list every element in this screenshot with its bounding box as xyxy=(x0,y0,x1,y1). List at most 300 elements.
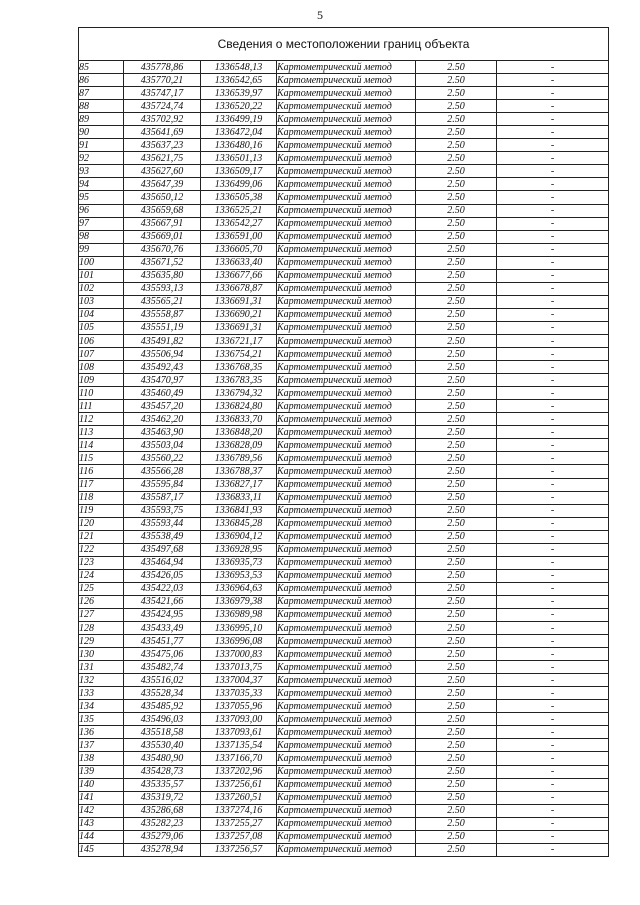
accuracy-cell: 2.50 xyxy=(416,700,497,713)
point-number-cell: 138 xyxy=(79,752,124,765)
x-coordinate-cell: 435485,92 xyxy=(124,700,201,713)
point-number-cell: 86 xyxy=(79,74,124,87)
y-coordinate-cell: 1336505,38 xyxy=(201,191,277,204)
x-coordinate-cell: 435516,02 xyxy=(124,674,201,687)
accuracy-cell: 2.50 xyxy=(416,804,497,817)
method-cell: Картометрический метод xyxy=(277,765,416,778)
description-cell: - xyxy=(497,334,609,347)
x-coordinate-cell: 435538,49 xyxy=(124,530,201,543)
method-cell: Картометрический метод xyxy=(277,648,416,661)
y-coordinate-cell: 1336989,98 xyxy=(201,608,277,621)
table-row xyxy=(79,178,609,191)
table-row xyxy=(79,687,609,700)
table-row xyxy=(79,582,609,595)
accuracy-cell: 2.50 xyxy=(416,87,497,100)
x-coordinate-cell: 435506,94 xyxy=(124,348,201,361)
accuracy-cell: 2.50 xyxy=(416,830,497,843)
y-coordinate-cell: 1337135,54 xyxy=(201,739,277,752)
method-cell: Картометрический метод xyxy=(277,674,416,687)
y-coordinate-cell: 1336633,40 xyxy=(201,256,277,269)
point-number-cell: 133 xyxy=(79,687,124,700)
y-coordinate-cell: 1337260,51 xyxy=(201,791,277,804)
table-row xyxy=(79,321,609,334)
table-row xyxy=(79,765,609,778)
y-coordinate-cell: 1336501,13 xyxy=(201,152,277,165)
y-coordinate-cell: 1337035,33 xyxy=(201,687,277,700)
x-coordinate-cell: 435464,94 xyxy=(124,556,201,569)
y-coordinate-cell: 1336928,95 xyxy=(201,543,277,556)
point-number-cell: 106 xyxy=(79,334,124,347)
x-coordinate-cell: 435593,44 xyxy=(124,517,201,530)
y-coordinate-cell: 1337055,96 xyxy=(201,700,277,713)
table-row xyxy=(79,374,609,387)
table-row xyxy=(79,439,609,452)
point-number-cell: 125 xyxy=(79,582,124,595)
method-cell: Картометрический метод xyxy=(277,348,416,361)
method-cell: Картометрический метод xyxy=(277,752,416,765)
point-number-cell: 113 xyxy=(79,426,124,439)
boundary-coordinates-table xyxy=(78,27,609,857)
description-cell: - xyxy=(497,817,609,830)
description-cell: - xyxy=(497,491,609,504)
method-cell: Картометрический метод xyxy=(277,178,416,191)
table-row xyxy=(79,387,609,400)
description-cell: - xyxy=(497,269,609,282)
table-row xyxy=(79,191,609,204)
description-cell: - xyxy=(497,217,609,230)
accuracy-cell: 2.50 xyxy=(416,569,497,582)
description-cell: - xyxy=(497,843,609,856)
point-number-cell: 119 xyxy=(79,504,124,517)
accuracy-cell: 2.50 xyxy=(416,243,497,256)
y-coordinate-cell: 1336783,35 xyxy=(201,374,277,387)
y-coordinate-cell: 1336788,37 xyxy=(201,465,277,478)
point-number-cell: 114 xyxy=(79,439,124,452)
point-number-cell: 144 xyxy=(79,830,124,843)
description-cell: - xyxy=(497,569,609,582)
accuracy-cell: 2.50 xyxy=(416,387,497,400)
y-coordinate-cell: 1336690,21 xyxy=(201,308,277,321)
x-coordinate-cell: 435480,90 xyxy=(124,752,201,765)
x-coordinate-cell: 435565,21 xyxy=(124,295,201,308)
x-coordinate-cell: 435551,19 xyxy=(124,321,201,334)
point-number-cell: 130 xyxy=(79,648,124,661)
description-cell: - xyxy=(497,661,609,674)
y-coordinate-cell: 1337256,61 xyxy=(201,778,277,791)
description-cell: - xyxy=(497,100,609,113)
point-number-cell: 88 xyxy=(79,100,124,113)
x-coordinate-cell: 435491,82 xyxy=(124,334,201,347)
table-row xyxy=(79,452,609,465)
method-cell: Картометрический метод xyxy=(277,608,416,621)
table-row xyxy=(79,804,609,817)
description-cell: - xyxy=(497,504,609,517)
point-number-cell: 92 xyxy=(79,152,124,165)
y-coordinate-cell: 1337256,57 xyxy=(201,843,277,856)
accuracy-cell: 2.50 xyxy=(416,517,497,530)
table-row xyxy=(79,569,609,582)
point-number-cell: 143 xyxy=(79,817,124,830)
method-cell: Картометрический метод xyxy=(277,126,416,139)
point-number-cell: 121 xyxy=(79,530,124,543)
description-cell: - xyxy=(497,622,609,635)
accuracy-cell: 2.50 xyxy=(416,321,497,334)
y-coordinate-cell: 1336472,04 xyxy=(201,126,277,139)
table-row xyxy=(79,843,609,856)
y-coordinate-cell: 1336499,19 xyxy=(201,113,277,126)
method-cell: Картометрический метод xyxy=(277,426,416,439)
table-row xyxy=(79,217,609,230)
x-coordinate-cell: 435496,03 xyxy=(124,713,201,726)
table-row xyxy=(79,491,609,504)
method-cell: Картометрический метод xyxy=(277,687,416,700)
accuracy-cell: 2.50 xyxy=(416,661,497,674)
description-cell: - xyxy=(497,282,609,295)
description-cell: - xyxy=(497,139,609,152)
point-number-cell: 124 xyxy=(79,569,124,582)
y-coordinate-cell: 1336833,70 xyxy=(201,413,277,426)
table-row xyxy=(79,61,609,74)
method-cell: Картометрический метод xyxy=(277,61,416,74)
point-number-cell: 129 xyxy=(79,635,124,648)
table-row xyxy=(79,74,609,87)
description-cell: - xyxy=(497,230,609,243)
table-row xyxy=(79,648,609,661)
description-cell: - xyxy=(497,61,609,74)
accuracy-cell: 2.50 xyxy=(416,726,497,739)
point-number-cell: 135 xyxy=(79,713,124,726)
table-row xyxy=(79,269,609,282)
x-coordinate-cell: 435641,69 xyxy=(124,126,201,139)
accuracy-cell: 2.50 xyxy=(416,739,497,752)
y-coordinate-cell: 1336509,17 xyxy=(201,165,277,178)
x-coordinate-cell: 435421,66 xyxy=(124,595,201,608)
x-coordinate-cell: 435319,72 xyxy=(124,791,201,804)
point-number-cell: 87 xyxy=(79,87,124,100)
accuracy-cell: 2.50 xyxy=(416,361,497,374)
y-coordinate-cell: 1336591,00 xyxy=(201,230,277,243)
point-number-cell: 132 xyxy=(79,674,124,687)
accuracy-cell: 2.50 xyxy=(416,100,497,113)
description-cell: - xyxy=(497,830,609,843)
y-coordinate-cell: 1336678,87 xyxy=(201,282,277,295)
method-cell: Картометрический метод xyxy=(277,700,416,713)
method-cell: Картометрический метод xyxy=(277,530,416,543)
accuracy-cell: 2.50 xyxy=(416,648,497,661)
point-number-cell: 139 xyxy=(79,765,124,778)
description-cell: - xyxy=(497,687,609,700)
method-cell: Картометрический метод xyxy=(277,387,416,400)
description-cell: - xyxy=(497,556,609,569)
x-coordinate-cell: 435462,20 xyxy=(124,413,201,426)
table-row xyxy=(79,830,609,843)
table-row xyxy=(79,165,609,178)
accuracy-cell: 2.50 xyxy=(416,635,497,648)
accuracy-cell: 2.50 xyxy=(416,230,497,243)
accuracy-cell: 2.50 xyxy=(416,843,497,856)
x-coordinate-cell: 435627,60 xyxy=(124,165,201,178)
table-row xyxy=(79,230,609,243)
x-coordinate-cell: 435560,22 xyxy=(124,452,201,465)
y-coordinate-cell: 1336828,09 xyxy=(201,439,277,452)
point-number-cell: 137 xyxy=(79,739,124,752)
method-cell: Картометрический метод xyxy=(277,308,416,321)
y-coordinate-cell: 1336841,93 xyxy=(201,504,277,517)
method-cell: Картометрический метод xyxy=(277,217,416,230)
y-coordinate-cell: 1336525,21 xyxy=(201,204,277,217)
accuracy-cell: 2.50 xyxy=(416,61,497,74)
x-coordinate-cell: 435637,23 xyxy=(124,139,201,152)
accuracy-cell: 2.50 xyxy=(416,178,497,191)
accuracy-cell: 2.50 xyxy=(416,256,497,269)
y-coordinate-cell: 1336542,27 xyxy=(201,217,277,230)
point-number-cell: 107 xyxy=(79,348,124,361)
y-coordinate-cell: 1336845,28 xyxy=(201,517,277,530)
x-coordinate-cell: 435671,52 xyxy=(124,256,201,269)
accuracy-cell: 2.50 xyxy=(416,791,497,804)
point-number-cell: 142 xyxy=(79,804,124,817)
x-coordinate-cell: 435475,06 xyxy=(124,648,201,661)
y-coordinate-cell: 1336827,17 xyxy=(201,478,277,491)
point-number-cell: 98 xyxy=(79,230,124,243)
x-coordinate-cell: 435669,01 xyxy=(124,230,201,243)
description-cell: - xyxy=(497,608,609,621)
x-coordinate-cell: 435635,80 xyxy=(124,269,201,282)
description-cell: - xyxy=(497,243,609,256)
x-coordinate-cell: 435621,75 xyxy=(124,152,201,165)
accuracy-cell: 2.50 xyxy=(416,504,497,517)
point-number-cell: 94 xyxy=(79,178,124,191)
point-number-cell: 141 xyxy=(79,791,124,804)
accuracy-cell: 2.50 xyxy=(416,491,497,504)
point-number-cell: 100 xyxy=(79,256,124,269)
accuracy-cell: 2.50 xyxy=(416,439,497,452)
point-number-cell: 96 xyxy=(79,204,124,217)
method-cell: Картометрический метод xyxy=(277,100,416,113)
description-cell: - xyxy=(497,530,609,543)
method-cell: Картометрический метод xyxy=(277,465,416,478)
x-coordinate-cell: 435451,77 xyxy=(124,635,201,648)
method-cell: Картометрический метод xyxy=(277,830,416,843)
method-cell: Картометрический метод xyxy=(277,74,416,87)
accuracy-cell: 2.50 xyxy=(416,152,497,165)
point-number-cell: 118 xyxy=(79,491,124,504)
description-cell: - xyxy=(497,595,609,608)
x-coordinate-cell: 435482,74 xyxy=(124,661,201,674)
y-coordinate-cell: 1337013,75 xyxy=(201,661,277,674)
point-number-cell: 104 xyxy=(79,308,124,321)
method-cell: Картометрический метод xyxy=(277,491,416,504)
x-coordinate-cell: 435424,95 xyxy=(124,608,201,621)
x-coordinate-cell: 435530,40 xyxy=(124,739,201,752)
x-coordinate-cell: 435497,68 xyxy=(124,543,201,556)
table-title: Сведения о местоположении границ объекта xyxy=(79,28,609,61)
accuracy-cell: 2.50 xyxy=(416,622,497,635)
x-coordinate-cell: 435335,57 xyxy=(124,778,201,791)
accuracy-cell: 2.50 xyxy=(416,139,497,152)
method-cell: Картометрический метод xyxy=(277,778,416,791)
point-number-cell: 105 xyxy=(79,321,124,334)
table-row xyxy=(79,126,609,139)
method-cell: Картометрический метод xyxy=(277,739,416,752)
method-cell: Картометрический метод xyxy=(277,191,416,204)
method-cell: Картометрический метод xyxy=(277,361,416,374)
table-row xyxy=(79,543,609,556)
method-cell: Картометрический метод xyxy=(277,439,416,452)
y-coordinate-cell: 1337257,08 xyxy=(201,830,277,843)
description-cell: - xyxy=(497,778,609,791)
description-cell: - xyxy=(497,635,609,648)
description-cell: - xyxy=(497,387,609,400)
table-row xyxy=(79,700,609,713)
method-cell: Картометрический метод xyxy=(277,256,416,269)
accuracy-cell: 2.50 xyxy=(416,556,497,569)
x-coordinate-cell: 435286,68 xyxy=(124,804,201,817)
y-coordinate-cell: 1336677,66 xyxy=(201,269,277,282)
method-cell: Картометрический метод xyxy=(277,230,416,243)
description-cell: - xyxy=(497,439,609,452)
table-row xyxy=(79,282,609,295)
x-coordinate-cell: 435566,28 xyxy=(124,465,201,478)
accuracy-cell: 2.50 xyxy=(416,204,497,217)
description-cell: - xyxy=(497,400,609,413)
method-cell: Картометрический метод xyxy=(277,817,416,830)
point-number-cell: 122 xyxy=(79,543,124,556)
table-row xyxy=(79,426,609,439)
x-coordinate-cell: 435460,49 xyxy=(124,387,201,400)
x-coordinate-cell: 435670,76 xyxy=(124,243,201,256)
table-row xyxy=(79,595,609,608)
table-row xyxy=(79,348,609,361)
method-cell: Картометрический метод xyxy=(277,569,416,582)
y-coordinate-cell: 1336768,35 xyxy=(201,361,277,374)
description-cell: - xyxy=(497,348,609,361)
y-coordinate-cell: 1336721,17 xyxy=(201,334,277,347)
accuracy-cell: 2.50 xyxy=(416,543,497,556)
y-coordinate-cell: 1336691,31 xyxy=(201,295,277,308)
description-cell: - xyxy=(497,308,609,321)
point-number-cell: 103 xyxy=(79,295,124,308)
point-number-cell: 108 xyxy=(79,361,124,374)
x-coordinate-cell: 435778,86 xyxy=(124,61,201,74)
y-coordinate-cell: 1336979,38 xyxy=(201,595,277,608)
y-coordinate-cell: 1336789,56 xyxy=(201,452,277,465)
description-cell: - xyxy=(497,700,609,713)
accuracy-cell: 2.50 xyxy=(416,308,497,321)
point-number-cell: 117 xyxy=(79,478,124,491)
x-coordinate-cell: 435528,34 xyxy=(124,687,201,700)
method-cell: Картометрический метод xyxy=(277,452,416,465)
table-row xyxy=(79,139,609,152)
method-cell: Картометрический метод xyxy=(277,113,416,126)
table-row xyxy=(79,608,609,621)
y-coordinate-cell: 1336904,12 xyxy=(201,530,277,543)
y-coordinate-cell: 1336833,11 xyxy=(201,491,277,504)
accuracy-cell: 2.50 xyxy=(416,165,497,178)
accuracy-cell: 2.50 xyxy=(416,334,497,347)
x-coordinate-cell: 435282,23 xyxy=(124,817,201,830)
point-number-cell: 145 xyxy=(79,843,124,856)
accuracy-cell: 2.50 xyxy=(416,765,497,778)
description-cell: - xyxy=(497,204,609,217)
y-coordinate-cell: 1336794,32 xyxy=(201,387,277,400)
table-row xyxy=(79,817,609,830)
method-cell: Картометрический метод xyxy=(277,635,416,648)
table-row xyxy=(79,204,609,217)
method-cell: Картометрический метод xyxy=(277,582,416,595)
method-cell: Картометрический метод xyxy=(277,843,416,856)
y-coordinate-cell: 1336499,06 xyxy=(201,178,277,191)
description-cell: - xyxy=(497,152,609,165)
y-coordinate-cell: 1336935,73 xyxy=(201,556,277,569)
x-coordinate-cell: 435558,87 xyxy=(124,308,201,321)
table-body xyxy=(79,61,609,857)
point-number-cell: 111 xyxy=(79,400,124,413)
point-number-cell: 91 xyxy=(79,139,124,152)
point-number-cell: 110 xyxy=(79,387,124,400)
x-coordinate-cell: 435724,74 xyxy=(124,100,201,113)
point-number-cell: 136 xyxy=(79,726,124,739)
point-number-cell: 89 xyxy=(79,113,124,126)
description-cell: - xyxy=(497,804,609,817)
method-cell: Картометрический метод xyxy=(277,334,416,347)
point-number-cell: 120 xyxy=(79,517,124,530)
description-cell: - xyxy=(497,752,609,765)
description-cell: - xyxy=(497,426,609,439)
y-coordinate-cell: 1336824,80 xyxy=(201,400,277,413)
method-cell: Картометрический метод xyxy=(277,791,416,804)
point-number-cell: 127 xyxy=(79,608,124,621)
y-coordinate-cell: 1337274,16 xyxy=(201,804,277,817)
accuracy-cell: 2.50 xyxy=(416,400,497,413)
y-coordinate-cell: 1336995,10 xyxy=(201,622,277,635)
table-row xyxy=(79,465,609,478)
point-number-cell: 109 xyxy=(79,374,124,387)
description-cell: - xyxy=(497,713,609,726)
y-coordinate-cell: 1337004,37 xyxy=(201,674,277,687)
accuracy-cell: 2.50 xyxy=(416,582,497,595)
method-cell: Картометрический метод xyxy=(277,504,416,517)
table-row xyxy=(79,739,609,752)
description-cell: - xyxy=(497,674,609,687)
accuracy-cell: 2.50 xyxy=(416,295,497,308)
table-row xyxy=(79,256,609,269)
y-coordinate-cell: 1337255,27 xyxy=(201,817,277,830)
x-coordinate-cell: 435518,58 xyxy=(124,726,201,739)
table-row xyxy=(79,517,609,530)
method-cell: Картометрический метод xyxy=(277,243,416,256)
x-coordinate-cell: 435457,20 xyxy=(124,400,201,413)
description-cell: - xyxy=(497,739,609,752)
method-cell: Картометрический метод xyxy=(277,556,416,569)
description-cell: - xyxy=(497,452,609,465)
description-cell: - xyxy=(497,413,609,426)
point-number-cell: 123 xyxy=(79,556,124,569)
table-row xyxy=(79,113,609,126)
y-coordinate-cell: 1336539,97 xyxy=(201,87,277,100)
point-number-cell: 115 xyxy=(79,452,124,465)
method-cell: Картометрический метод xyxy=(277,321,416,334)
method-cell: Картометрический метод xyxy=(277,295,416,308)
description-cell: - xyxy=(497,126,609,139)
accuracy-cell: 2.50 xyxy=(416,478,497,491)
description-cell: - xyxy=(497,582,609,595)
method-cell: Картометрический метод xyxy=(277,478,416,491)
description-cell: - xyxy=(497,791,609,804)
table-row xyxy=(79,308,609,321)
y-coordinate-cell: 1336848,20 xyxy=(201,426,277,439)
accuracy-cell: 2.50 xyxy=(416,426,497,439)
